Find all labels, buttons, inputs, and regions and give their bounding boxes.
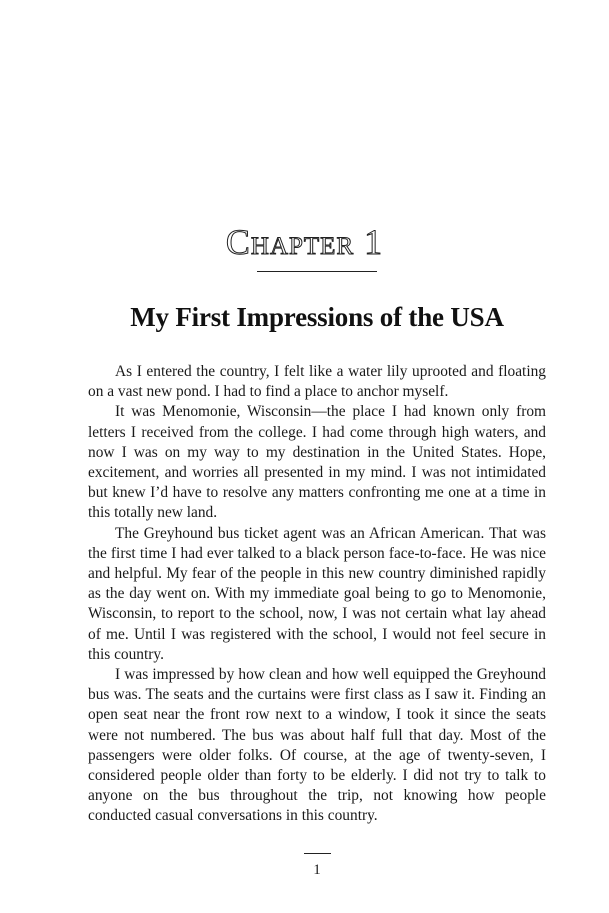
paragraph: I was impressed by how clean and how well equipped the Greyhound bus was. The seats and the curtains were first class as I saw it. Finding an open seat near the front row next to a window, I took it since the seats were not numbered. The bus was about half full that day. Most of the passengers were older folks. Of course, at the age of twenty-seven, I considered people older than forty to be elderly. I did not try to talk to anyone on the bus throughout the trip, not knowing how people conducted casual conversations in this country. bbox=[88, 666, 546, 825]
chapter-label: Chapter 1 bbox=[225, 222, 384, 262]
chapter-title: My First Impressions of the USA bbox=[130, 302, 504, 332]
paragraph: As I entered the country, I felt like a water lily uprooted and floating on a vast new pond. I had to find a place to anchor myself. bbox=[88, 363, 546, 401]
paragraph: It was Menomonie, Wisconsin—the place I had known only from letters I received from the college. I had come through high waters, and now I was on my way to my destination in the United States. Hope, excitement, and worries all presented in my mind. I was not intimidated but knew I’d have to resolve any matters confronting me one at a time in this totally new land. bbox=[88, 403, 546, 522]
chapter-divider bbox=[257, 271, 377, 272]
footer-divider bbox=[304, 853, 331, 854]
paragraph: The Greyhound bus ticket agent was an African American. That was the first time I had ever talked to a black person face-to-face. He was nice and helpful. My fear of the people in this new country diminished rapidly as the day went on. With my immediate goal being to go to Menomonie, Wisconsin, to report to the school, now, I was not certain what lay ahead of me. Until I was registered with the school, I would not feel secure in this country. bbox=[88, 524, 546, 663]
page-number: 1 bbox=[313, 862, 321, 878]
body-text bbox=[88, 362, 546, 827]
